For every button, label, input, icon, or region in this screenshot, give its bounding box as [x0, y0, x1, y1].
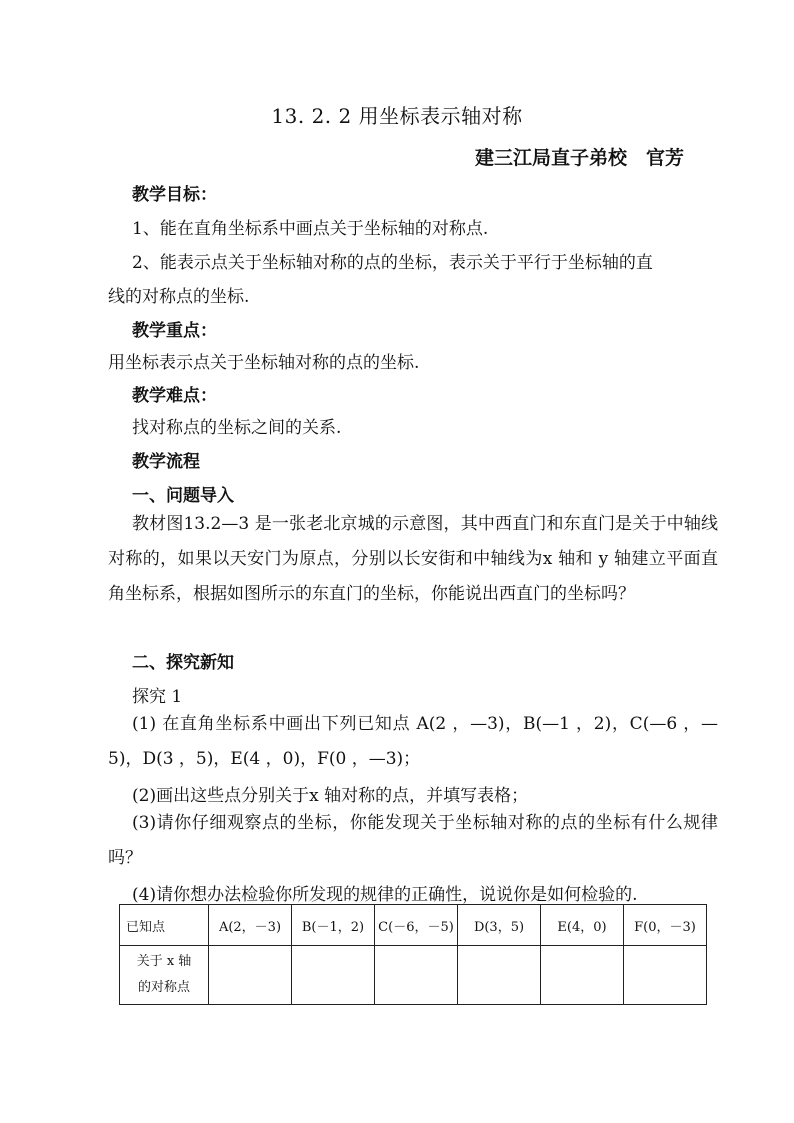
table-point-cell: F(0，－3) — [624, 905, 707, 946]
table-row-label-line1: 关于 x 轴 — [136, 954, 192, 969]
table-point-cell: B(－1，2) — [292, 905, 375, 946]
goal-item-2-line2: 线的对称点的坐标. — [108, 287, 250, 307]
coordinate-table — [119, 904, 707, 1005]
section1-paragraph: 教材图13.2—3 是一张老北京城的示意图，其中西直门和东直门是关于中轴线对称的，如果以天安门为原点，分别以长安街和中轴线为x 轴和 y 轴建立平面直角坐标系，根据如图所示的东直门的坐标，你能说出西直门的坐标吗？ — [108, 514, 718, 604]
table-point-cell: E(4，0) — [541, 905, 624, 946]
process-heading: 教学流程 — [132, 452, 200, 472]
table-header-row — [120, 905, 707, 946]
table-point-cell: A(2，－3) — [209, 905, 292, 946]
key-point-text: 用坐标表示点关于坐标轴对称的点的坐标. — [108, 353, 420, 373]
question-3: (3)请你仔细观察点的坐标，你能发现关于坐标轴对称的点的坐标有什么规律吗？ — [108, 813, 718, 868]
question-2: (2)画出这些点分别关于x 轴对称的点，并填写表格； — [132, 786, 529, 806]
table-row-label — [120, 946, 209, 1005]
difficulty-heading: 教学难点： — [132, 386, 217, 406]
section1-heading: 一、问题导入 — [132, 486, 234, 506]
question-1: (1) 在直角坐标系中画出下列已知点 A(2 ，—3)，B(—1 ，2)，C(—6 ，—5)，D(3 ，5)，E(4 ，0)，F(0 ，—3)； — [108, 714, 718, 769]
table-point-cell: C(－6，－5) — [375, 905, 458, 946]
question-4: (4)请你想办法检验你所发现的规律的正确性，说说你是如何检验的. — [132, 885, 638, 905]
goals-heading: 教学目标： — [132, 185, 217, 205]
table-answer-cell[interactable] — [209, 946, 292, 1005]
table-answer-cell[interactable] — [292, 946, 375, 1005]
page-title: 13. 2. 2 用坐标表示轴对称 — [271, 104, 523, 128]
goal-item-1: 1、能在直角坐标系中画点关于坐标轴的对称点. — [132, 219, 489, 239]
goal-item-2-line1: 2、能表示点关于坐标轴对称的点的坐标，表示关于平行于坐标轴的直 — [132, 253, 653, 273]
author-line: 建三江局直子弟校 官芳 — [474, 147, 684, 169]
difficulty-text: 找对称点的坐标之间的关系. — [132, 418, 342, 438]
table-answer-row — [120, 946, 707, 1005]
table-answer-cell[interactable] — [541, 946, 624, 1005]
table-answer-cell[interactable] — [375, 946, 458, 1005]
table-header-label: 已知点 — [120, 905, 209, 946]
table-row-label-line2: 的对称点 — [137, 980, 190, 995]
key-point-heading: 教学重点： — [132, 321, 217, 341]
section2-heading: 二、探究新知 — [132, 653, 234, 673]
table-answer-cell[interactable] — [624, 946, 707, 1005]
table-point-cell: D(3，5) — [458, 905, 541, 946]
table-answer-cell[interactable] — [458, 946, 541, 1005]
explore-label: 探究 1 — [132, 687, 183, 707]
